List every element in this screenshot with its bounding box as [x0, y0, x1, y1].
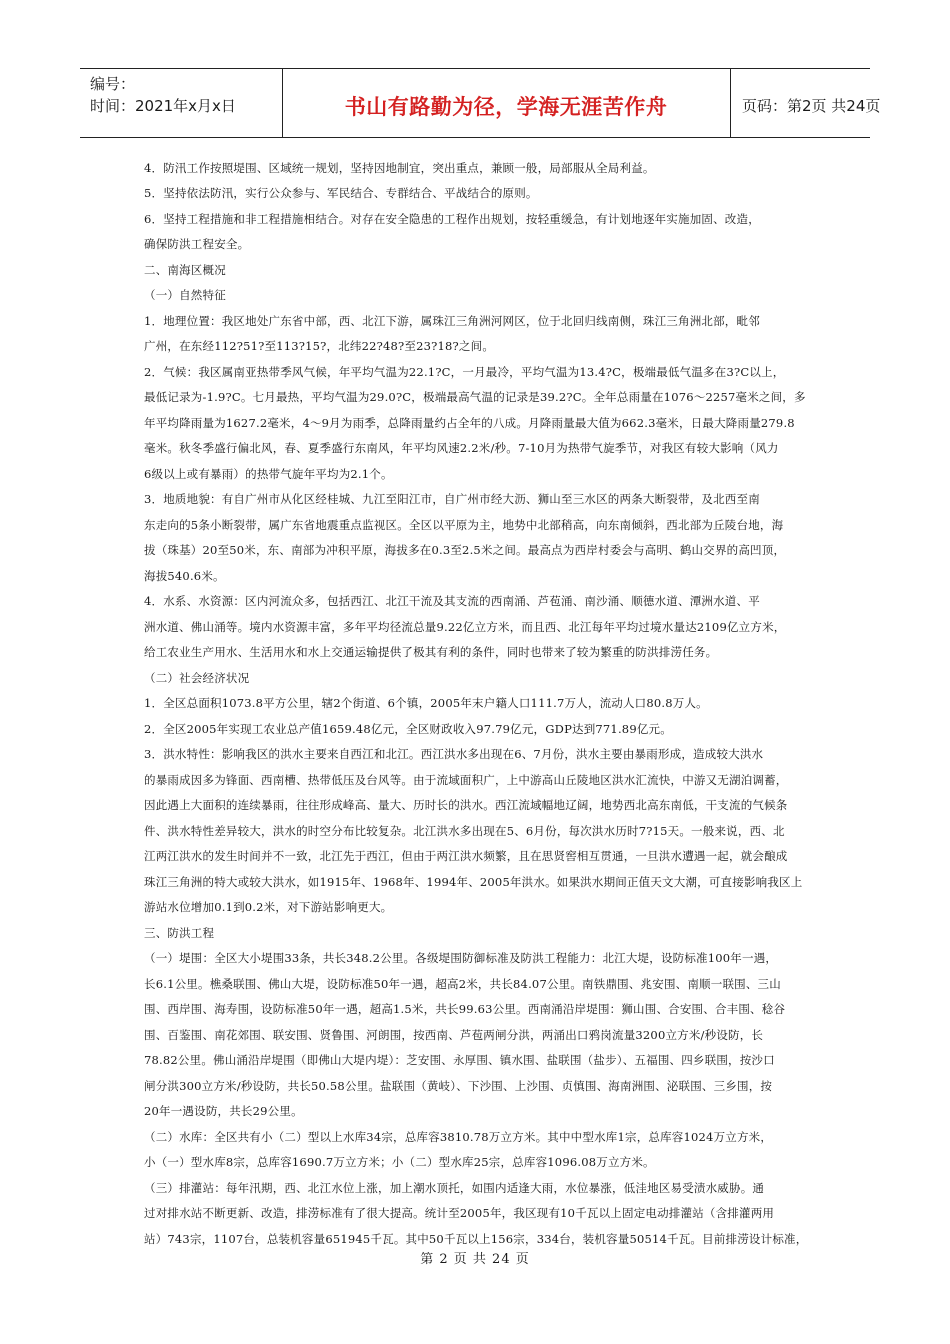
subsection-heading: （二）社会经济状况 — [144, 671, 250, 685]
text-line: 确保防洪工程安全。 — [144, 237, 250, 251]
section-heading: 三、防洪工程 — [144, 926, 215, 940]
page-footer: 第 2 页 共 24 页 — [420, 1252, 530, 1267]
header-motto-cell — [282, 69, 731, 137]
text-line: 6．坚持工程措施和非工程措施相结合。对存在安全隐患的工程作出规划，按轻重缓急，有计划地逐年实施加固、改造， — [144, 212, 760, 226]
text-line: 闸分洪300立方米/秒设防，共长50.58公里。盐联围（黄岐）、下沙围、上沙围、贞慎围、海南洲围、泌联围、三乡围，按 — [144, 1079, 773, 1093]
subsection-heading: （一）自然特征 — [144, 288, 226, 302]
text-line: 的暴雨成因多为锋面、西南槽、热带低压及台风等。由于流域面积广，上中游高山丘陵地区洪水汇流快，中游又无湖泊调蓄， — [144, 773, 788, 787]
text-line: 1．地理位置：我区地处广东省中部，西、北江下游，属珠江三角洲河网区，位于北回归线南侧，珠江三角洲北部，毗邻 — [144, 314, 760, 328]
text-line: 最低记录为-1.9?C。七月最热，平均气温为29.0?C，极端最高气温的记录是39.2?C。全年总雨量在1076～2257毫米之间，多 — [144, 390, 806, 404]
text-line: 20年一遇设防，共长29公里。 — [144, 1104, 303, 1118]
text-line: 1．全区总面积1073.8平方公里，辖2个街道、6个镇，2005年末户籍人口111.7万人，流动人口80.8万人。 — [144, 696, 708, 710]
text-line: 年平均降雨量为1627.2毫米，4～9月为雨季，总降雨量约占全年的八成。月降雨量最大值为662.3毫米，日最大降雨量279.8 — [144, 416, 795, 430]
text-line: 毫米。秋冬季盛行偏北风，春、夏季盛行东南风，年平均风速2.2米/秒。7-10月为热带气旋季节，对我区有较大影响（风力 — [144, 441, 779, 455]
text-line: 给工农业生产用水、生活用水和水上交通运输提供了极其有利的条件，同时也带来了较为繁重的防洪排涝任务。 — [144, 645, 718, 659]
text-line: 过对排水站不断更新、改造，排涝标准有了很大提高。统计至2005年，我区现有10千瓦以上固定电动排灌站（含排灌两用 — [144, 1206, 775, 1220]
text-line: 长6.1公里。樵桑联围、佛山大堤，设防标准50年一遇，超高2米，共长84.07公里。南铁鼎围、兆安围、南顺一联围、三山 — [144, 977, 781, 991]
text-line: 小（一）型水库8宗，总库容1690.7万立方米；小（二）型水库25宗，总库容1096.08万立方米。 — [144, 1155, 655, 1169]
text-line: 6级以上或有暴雨）的热带气旋年平均为2.1个。 — [144, 467, 393, 481]
text-line: 4．水系、水资源：区内河流众多，包括西江、北江干流及其支流的西南涌、芦苞涌、南沙涌、顺德水道、潭洲水道、平 — [144, 594, 760, 608]
header-page-cell — [732, 69, 881, 137]
text-line: 游站水位增加0.1到0.2米，对下游站影响更大。 — [144, 900, 393, 914]
text-line: 站）743宗，1107台，总装机容量651945千瓦。其中50千瓦以上156宗，334台，装机容量50514千瓦。目前排涝设计标准， — [144, 1232, 808, 1246]
text-line: 2．全区2005年实现工农业总产值1659.48亿元，全区财政收入97.79亿元，GDP达到771.89亿元。 — [144, 722, 672, 736]
text-line: 珠江三角洲的特大或较大洪水，如1915年、1968年、1994年、2005年洪水。如果洪水期间正值天文大潮，可直接影响我区上 — [144, 875, 803, 889]
text-line: 4．防汛工作按照堤围、区域统一规划，坚持因地制宜，突出重点，兼顾一般，局部服从全局利益。 — [144, 161, 655, 175]
text-line: 围、西岸围、海寿围，设防标准50年一遇，超高1.5米，共长99.63公里。西南涌沿岸堤围：狮山围、合安围、合丰围、稔谷 — [144, 1002, 786, 1016]
document-number-label: 编号： — [90, 75, 136, 93]
header-motto: 书山有路勤为径，学海无涯苦作舟 — [344, 95, 668, 119]
header-left-cell — [80, 69, 283, 137]
page-header — [80, 68, 881, 138]
text-line: 5．坚持依法防汛，实行公众参与、军民结合、专群结合、平战结合的原则。 — [144, 186, 538, 200]
text-line: 江两江洪水的发生时间并不一致，北江先于西江，但由于两江洪水频繁，且在思贤窖相互贯通，一旦洪水遭遇一起，就会酿成 — [144, 849, 788, 863]
text-line: 78.82公里。佛山涌沿岸堤围（即佛山大堤内堤）：芝安围、永厚围、镇水围、盐联围（盐步）、五福围、四乡联围，按沙口 — [144, 1053, 775, 1067]
text-line: （二）水库：全区共有小（二）型以上水库34宗，总库容3810.78万立方米。其中中型水库1宗，总库容1024万立方米， — [144, 1130, 773, 1144]
header-page-info: 页码：第2页 共24页 — [742, 97, 881, 115]
text-line: 3．地质地貌：有自广州市从化区经桂城、九江至阳江市，自广州市经大沥、狮山至三水区的两条大断裂带，及北西至南 — [144, 492, 760, 506]
section-heading: 二、南海区概况 — [144, 263, 226, 277]
text-line: 围、百鉴围、南花郊围、联安围、贤鲁围、河朗围，按西南、芦苞两闸分洪，两涌出口鸦岗流量3200立方米/秒设防，长 — [144, 1028, 764, 1042]
text-line: （三）排灌站：每年汛期，西、北江水位上涨，加上潮水顶托，如围内适逢大雨，水位暴涨，低洼地区易受渍水威胁。通 — [144, 1181, 765, 1195]
document-date-label: 时间：2021年x月x日 — [90, 97, 236, 115]
text-line: 3．洪水特性：影响我区的洪水主要来自西江和北江。西江洪水多出现在6、7月份，洪水主要由暴雨形成，造成较大洪水 — [144, 747, 764, 761]
text-line: 件、洪水特性差异较大，洪水的时空分布比较复杂。北江洪水多出现在5、6月份，每次洪水历时7?15天。一般来说，西、北 — [144, 824, 785, 838]
text-line: 2．气候：我区属南亚热带季风气候，年平均气温为22.1?C，一月最冷，平均气温为13.4?C，极端最低气温多在3?C以上， — [144, 365, 785, 379]
text-line: 东走向的5条小断裂带，属广东省地震重点监视区。全区以平原为主，地势中北部稍高，向东南倾斜，西北部为丘陵台地，海 — [144, 518, 784, 532]
text-line: 因此遇上大面积的连续暴雨，往往形成峰高、量大、历时长的洪水。西江流域幅地辽阔，地势西北高东南低，干支流的气候条 — [144, 798, 788, 812]
text-line: 拔（珠基）20至50米，东、南部为冲积平原，海拔多在0.3至2.5米之间。最高点为西岸村委会与高明、鹤山交界的高凹顶， — [144, 543, 786, 557]
text-line: 广州，在东经112?51?至113?15?，北纬22?48?至23?18?之间。 — [144, 339, 495, 353]
text-line: （一）堤围：全区大小堤围33条，共长348.2公里。各级堤围防御标准及防洪工程能力：北江大堤，设防标准100年一遇， — [144, 951, 778, 965]
text-line: 海拔540.6米。 — [144, 569, 225, 583]
text-line: 洲水道、佛山涌等。境内水资源丰富，多年平均径流总量9.22亿立方米，而且西、北江每年平均过境水量达2109亿立方米， — [144, 620, 786, 634]
